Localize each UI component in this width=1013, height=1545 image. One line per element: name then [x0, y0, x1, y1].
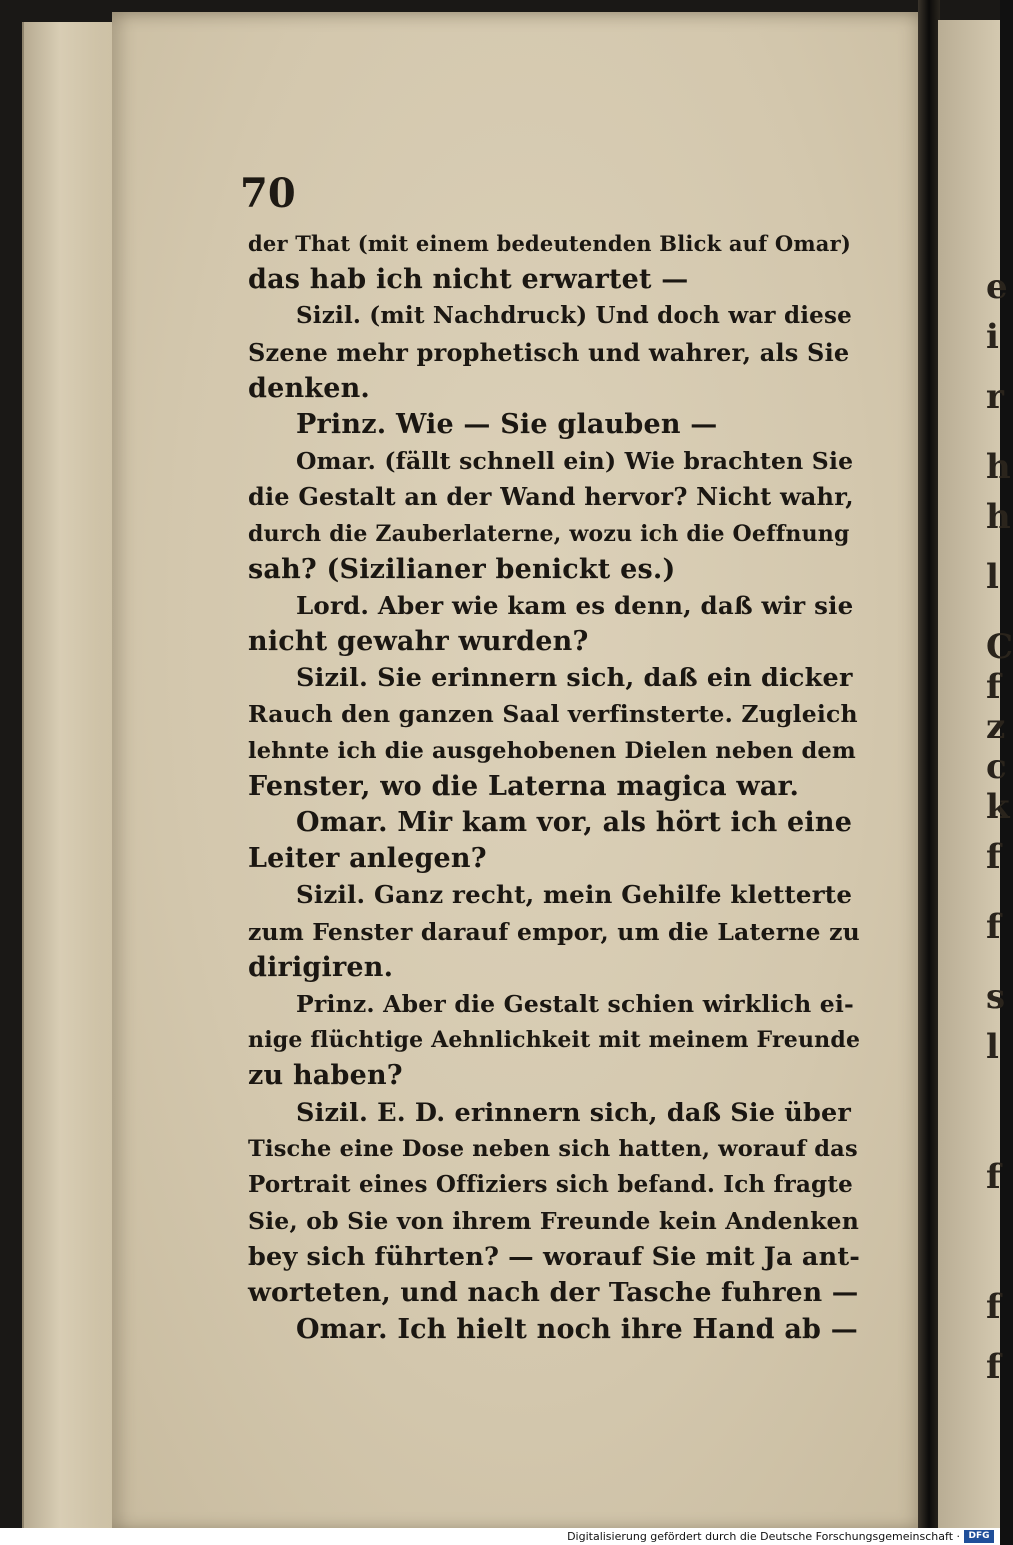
text-line: Szene mehr prophetisch und wahrer, als Sie — [248, 337, 850, 367]
text-line: Sizil. E. D. erinnern sich, daß Sie über — [296, 1097, 852, 1128]
text-line: Rauch den ganzen Saal verfinsterte. Zugleich — [248, 700, 858, 729]
next-page-glyph: i — [986, 317, 999, 357]
next-page-glyph: f — [986, 1157, 1001, 1197]
next-page-glyph: h — [986, 447, 1011, 487]
page-text — [248, 226, 860, 1348]
next-page-glyph: l — [986, 557, 999, 597]
next-page-glyph: h — [986, 497, 1011, 537]
next-page-glyph: r — [986, 377, 1004, 417]
text-line: der That (mit einem bedeutenden Blick auf Omar) — [248, 231, 851, 256]
next-page-glyph: C — [986, 627, 1013, 667]
next-page-glyph: f — [986, 667, 1001, 707]
text-line: Fenster, wo die Laterna magica war. — [248, 770, 800, 802]
text-line: worteten, und nach der Tasche fuhren — — [248, 1277, 859, 1309]
text-line: lehnte ich die ausgehobenen Dielen neben dem — [248, 737, 856, 764]
footer-credit: Digitalisierung gefördert durch die Deutsche Forschungsgemeinschaft · — [567, 1530, 960, 1543]
next-page-edge — [938, 20, 1013, 1530]
text-line: dirigiren. — [248, 951, 394, 983]
text-line: sah? (Sizilianer benickt es.) — [248, 553, 676, 585]
text-line: Sie, ob Sie von ihrem Freunde kein Andenken — [248, 1207, 859, 1236]
text-line: nicht gewahr wurden? — [248, 626, 589, 658]
next-page-glyph: f — [986, 1347, 1001, 1387]
text-line: Omar. Ich hielt noch ihre Hand ab — — [296, 1313, 858, 1345]
next-page-glyph: e — [986, 267, 1008, 307]
text-line: Sizil. (mit Nachdruck) Und doch war diese — [296, 302, 852, 330]
next-page-glyph: f — [986, 837, 1001, 877]
text-line: Omar. (fällt schnell ein) Wie brachten Sie — [296, 447, 854, 476]
text-line: das hab ich nicht erwartet — — [248, 264, 689, 296]
next-page-glyph: c — [986, 747, 1007, 787]
page-number: 70 — [240, 170, 296, 217]
dfg-logo-icon: DFG — [964, 1530, 994, 1543]
text-line: Tische eine Dose neben sich hatten, worauf das — [248, 1135, 858, 1162]
text-line: die Gestalt an der Wand hervor? Nicht wahr, — [248, 482, 854, 512]
text-line: Prinz. Wie — Sie glauben — — [296, 408, 718, 440]
next-page-glyph: l — [986, 1027, 999, 1067]
next-page-glyph: f — [986, 1287, 1001, 1327]
text-line: Lord. Aber wie kam es denn, daß wir sie — [296, 590, 854, 620]
footer-bar — [0, 1528, 1000, 1545]
next-page-glyph: k — [986, 787, 1010, 827]
next-page-glyph: z — [986, 707, 1006, 747]
text-line: nige flüchtige Aehnlichkeit mit meinem Freunde — [248, 1027, 861, 1054]
next-page-glyph: s — [986, 977, 1006, 1017]
text-line: Prinz. Aber die Gestalt schien wirklich ei- — [296, 989, 854, 1018]
text-line: zum Fenster darauf empor, um die Laterne zu — [248, 917, 860, 946]
text-line: denken. — [248, 372, 371, 404]
text-line: Sizil. Ganz recht, mein Gehilfe kletterte — [296, 880, 853, 910]
next-page-glyph: f — [986, 907, 1001, 947]
text-line: Leiter anlegen? — [248, 843, 487, 875]
book-gutter — [918, 0, 940, 1530]
text-line: zu haben? — [248, 1060, 403, 1092]
text-line: Portrait eines Offiziers sich befand. Ich fragte — [248, 1170, 853, 1198]
text-line: bey sich führten? — worauf Sie mit Ja ant- — [248, 1242, 861, 1273]
text-line: durch die Zauberlaterne, wozu ich die Oeffnung — [248, 520, 850, 547]
text-line: Omar. Mir kam vor, als hört ich eine — [296, 807, 853, 838]
text-line: Sizil. Sie erinnern sich, daß ein dicker — [296, 663, 853, 694]
